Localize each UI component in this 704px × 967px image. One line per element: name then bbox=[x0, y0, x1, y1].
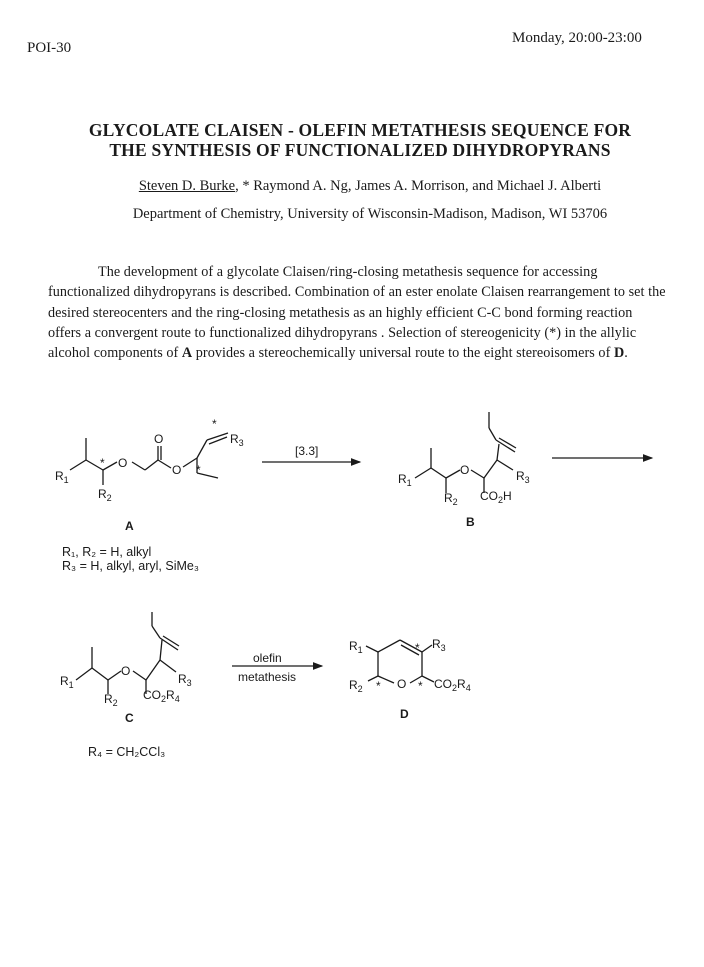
atom-r1-c: $R_1$ bbox=[60, 674, 74, 690]
stereo-star-a1: * bbox=[100, 456, 105, 470]
atom-r3-a: $R_3$ bbox=[230, 432, 244, 448]
structure-b bbox=[415, 412, 516, 493]
abstract-text: The development of a glycolate Claisen/ring-closing metathesis sequence for accessing functionalized dihydropyrans is described. Combination of an ester enolate Claisen rearrangement to set the desired stereocenters and the ring-closing metathesis as an highly efficient C-C bond forming reaction offers a convergent route to functionalized dihydropyrans . Selection of stereogenicity (*) in the allylic alcohol components of bbox=[48, 264, 666, 362]
atom-o-a2: O bbox=[172, 463, 182, 477]
atom-r2-b: $R_2$ bbox=[444, 491, 458, 507]
stereo-star-a3: * bbox=[212, 417, 217, 431]
session-time: Monday, 20:00-23:00 bbox=[512, 30, 642, 46]
atom-o-a1: O bbox=[118, 456, 128, 470]
structure-b-labels bbox=[398, 463, 530, 529]
atom-r3-b: $R_3$ bbox=[516, 469, 530, 485]
atom-r2-d: $R_2$ bbox=[349, 678, 363, 694]
atom-o-carbonyl-a: O bbox=[154, 432, 164, 446]
abstract-compound-a: A bbox=[181, 345, 193, 362]
atom-r1-a: $R_1$ bbox=[55, 469, 69, 485]
compound-label-a: A bbox=[125, 519, 134, 533]
atom-r1-b: $R_1$ bbox=[398, 472, 412, 488]
structure-a-labels bbox=[55, 417, 244, 533]
compound-label-c: C bbox=[125, 711, 134, 725]
atom-co2h-b: $CO_2H$ bbox=[480, 489, 512, 505]
substituent-r1-r2: R₁, R₂ = H, alkyl bbox=[62, 545, 152, 559]
atom-o-c: O bbox=[121, 664, 131, 678]
atom-r2-c: $R_2$ bbox=[104, 692, 118, 708]
affiliation: Department of Chemistry, University of Wisconsin-Madison, Madison, WI 53706 bbox=[132, 206, 608, 222]
atom-r1-d: $R_1$ bbox=[349, 639, 363, 655]
stereo-star-d1: * bbox=[415, 641, 420, 655]
atom-co2r4-d: $CO_2R_4$ bbox=[434, 677, 471, 693]
atom-co2r4-c: $CO_2R_4$ bbox=[143, 688, 180, 704]
atom-r2-a: $R_2$ bbox=[98, 487, 112, 503]
title-line-1: GLYCOLATE CLAISEN - OLEFIN METATHESIS SEQUENCE FOR bbox=[88, 120, 632, 140]
structure-c-labels bbox=[60, 664, 192, 725]
atom-r3-d: $R_3$ bbox=[432, 637, 446, 653]
presenting-author: Steven D. Burke bbox=[138, 178, 236, 194]
atom-r3-c: $R_3$ bbox=[178, 672, 192, 688]
title-line-2: THE SYNTHESIS OF FUNCTIONALIZED DIHYDROPYRANS bbox=[109, 140, 611, 160]
abstract-text-end: . bbox=[624, 345, 628, 362]
substituent-r4-definition: R₄ = CH₂CCl₃ bbox=[88, 745, 166, 759]
co-authors: , * Raymond A. Ng, James A. Morrison, and Michael J. Alberti bbox=[235, 178, 602, 194]
poster-id: POI-30 bbox=[27, 40, 72, 56]
stereo-star-d3: * bbox=[418, 679, 423, 693]
abstract-text-middle: provides a stereochemically universal route to the eight stereoisomers of bbox=[192, 345, 614, 362]
stereo-star-a2: * bbox=[196, 463, 201, 477]
stereo-star-d2: * bbox=[376, 679, 381, 693]
abstract-compound-d: D bbox=[613, 345, 625, 362]
structure-a bbox=[70, 433, 228, 485]
compound-label-b: B bbox=[466, 515, 475, 529]
atom-o-b: O bbox=[460, 463, 470, 477]
structure-c bbox=[76, 612, 179, 694]
arrow-label-claisen: [3.3] bbox=[295, 444, 319, 458]
substituent-definitions bbox=[62, 545, 199, 573]
arrow-label-olefin: olefin bbox=[253, 651, 282, 665]
compound-label-d: D bbox=[400, 707, 409, 721]
atom-o-d: O bbox=[397, 677, 407, 691]
arrow-label-metathesis: metathesis bbox=[238, 670, 297, 684]
substituent-r3: R₃ = H, alkyl, aryl, SiMe₃ bbox=[62, 559, 199, 573]
